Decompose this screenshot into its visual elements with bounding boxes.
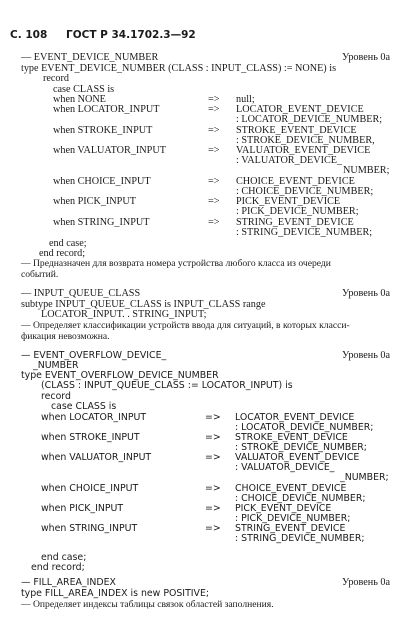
block1-when: when PICK_INPUT — [53, 196, 136, 207]
block1-value-cont: : VALUATOR_DEVICE_ — [236, 155, 343, 166]
block3-arrow: => — [205, 452, 221, 463]
block3-type-line-cont: (CLASS : INPUT_QUEUE_CLASS := LOCATOR_INPUT) is — [41, 380, 293, 391]
block1-value-cont: : PICK_DEVICE_NUMBER; — [236, 206, 359, 217]
block3-title: — EVENT_OVERFLOW_DEVICE_ — [21, 350, 167, 361]
block1-arrow: => — [208, 104, 220, 115]
block3-case: case CLASS is — [51, 401, 117, 412]
block3-arrow: => — [205, 412, 221, 423]
block3-value: PICK_EVENT_DEVICE — [235, 503, 332, 514]
block3-when: when STROKE_INPUT — [41, 432, 140, 443]
block2-description: — Определяет классификации устройств ввода для ситуаций, в которых класси- — [21, 320, 350, 331]
block2-type-line-cont: LOCATOR_INPUT. . STRING_INPUT; — [41, 309, 207, 320]
block3-when: when LOCATOR_INPUT — [41, 412, 147, 423]
block1-arrow: => — [208, 125, 220, 136]
block3-value: VALUATOR_EVENT_DEVICE — [235, 452, 360, 463]
block1-value-cont: : LOCATOR_DEVICE_NUMBER; — [236, 114, 383, 125]
block3-title-cont: _NUMBER — [33, 360, 79, 371]
block1-value-cont: : CHOICE_DEVICE_NUMBER; — [236, 186, 374, 197]
block1-when: when STRING_INPUT — [53, 217, 150, 228]
block3-record: record — [41, 391, 71, 402]
block1-arrow: => — [208, 196, 220, 207]
block3-value: STRING_EVENT_DEVICE — [235, 523, 346, 534]
block4-level: Уровень 0а — [342, 577, 391, 588]
block4-title: — FILL_AREA_INDEX — [21, 577, 116, 588]
block3-value-cont: : VALUATOR_DEVICE_ — [235, 462, 335, 473]
block2-description-cont: фикация невозможна. — [21, 331, 110, 342]
block2-level: Уровень 0а — [342, 288, 391, 299]
block1-title: — EVENT_DEVICE_NUMBER — [21, 52, 159, 63]
block3-when: when VALUATOR_INPUT — [41, 452, 152, 463]
block1-arrow: => — [208, 176, 220, 187]
block3-arrow: => — [205, 483, 221, 494]
block1-value: LOCATOR_EVENT_DEVICE — [236, 104, 364, 115]
block3-when: when CHOICE_INPUT — [41, 483, 139, 494]
block1-end-record: end record; — [39, 248, 86, 259]
block4-type-line: type FILL_AREA_INDEX is new POSITIVE; — [21, 588, 210, 599]
block1-description: — Предназначен для возврата номера устройства любого класса из очереди — [21, 258, 331, 269]
block3-level: Уровень 0а — [342, 350, 391, 361]
block3-when: when PICK_INPUT — [41, 503, 124, 514]
block1-when: when CHOICE_INPUT — [53, 176, 151, 187]
block3-arrow: => — [205, 523, 221, 534]
block1-arrow: => — [208, 217, 220, 228]
block1-arrow: => — [208, 94, 220, 105]
block1-value: null; — [236, 94, 255, 105]
block3-value-cont: : STRING_DEVICE_NUMBER; — [235, 533, 365, 544]
block1-record: record — [43, 73, 70, 84]
block2-title: — INPUT_QUEUE_CLASS — [21, 288, 141, 299]
block1-type-line: type EVENT_DEVICE_NUMBER (CLASS : INPUT_CLASS) := NONE) is — [21, 63, 337, 74]
block3-arrow: => — [205, 432, 221, 443]
block1-when: when LOCATOR_INPUT — [53, 104, 160, 115]
block3-value: CHOICE_EVENT_DEVICE — [235, 483, 347, 494]
block1-level: Уровень 0а — [342, 52, 391, 63]
block1-when: when VALUATOR_INPUT — [53, 145, 166, 156]
block3-value: STROKE_EVENT_DEVICE — [235, 432, 348, 443]
block3-value-cont: : CHOICE_DEVICE_NUMBER; — [235, 493, 366, 504]
block1-arrow: => — [208, 145, 220, 156]
block3-when: when STRING_INPUT — [41, 523, 138, 534]
page-number: С. 108 — [10, 29, 48, 41]
block3-end-case: end case; — [41, 552, 87, 563]
block1-end-case: end case; — [49, 238, 87, 249]
block1-value: CHOICE_EVENT_DEVICE — [236, 176, 355, 187]
block3-value: LOCATOR_EVENT_DEVICE — [235, 412, 355, 423]
block3-type-line: type EVENT_OVERFLOW_DEVICE_NUMBER — [21, 370, 219, 381]
block1-description-cont: событий. — [21, 269, 59, 280]
block1-when: when STROKE_INPUT — [53, 125, 153, 136]
block1-value-cont: : STRING_DEVICE_NUMBER; — [236, 227, 373, 238]
block1-value: VALUATOR_EVENT_DEVICE — [236, 145, 371, 156]
block1-value-cont2: NUMBER; — [343, 165, 390, 176]
block1-value: STROKE_EVENT_DEVICE — [236, 125, 357, 136]
block1-value-cont: : STROKE_DEVICE_NUMBER, — [236, 135, 375, 146]
block2-type-line: subtype INPUT_QUEUE_CLASS is INPUT_CLASS range — [21, 299, 266, 310]
standard-title: ГОСТ Р 34.1702.3—92 — [66, 29, 196, 41]
block4-description: — Определяет индексы таблицы связок областей заполнения. — [21, 599, 274, 610]
block1-value: STRING_EVENT_DEVICE — [236, 217, 354, 228]
block3-arrow: => — [205, 503, 221, 514]
block1-case: case CLASS is — [53, 84, 115, 95]
block3-value-cont: : LOCATOR_DEVICE_NUMBER; — [235, 422, 374, 433]
block1-value: PICK_EVENT_DEVICE — [236, 196, 341, 207]
block1-when: when NONE — [53, 94, 106, 105]
block3-end-record: end record; — [31, 562, 85, 573]
block3-value-cont2: _NUMBER; — [340, 472, 389, 483]
block3-value-cont: : PICK_DEVICE_NUMBER; — [235, 513, 351, 524]
block3-value-cont: : STROKE_DEVICE_NUMBER; — [235, 442, 367, 453]
